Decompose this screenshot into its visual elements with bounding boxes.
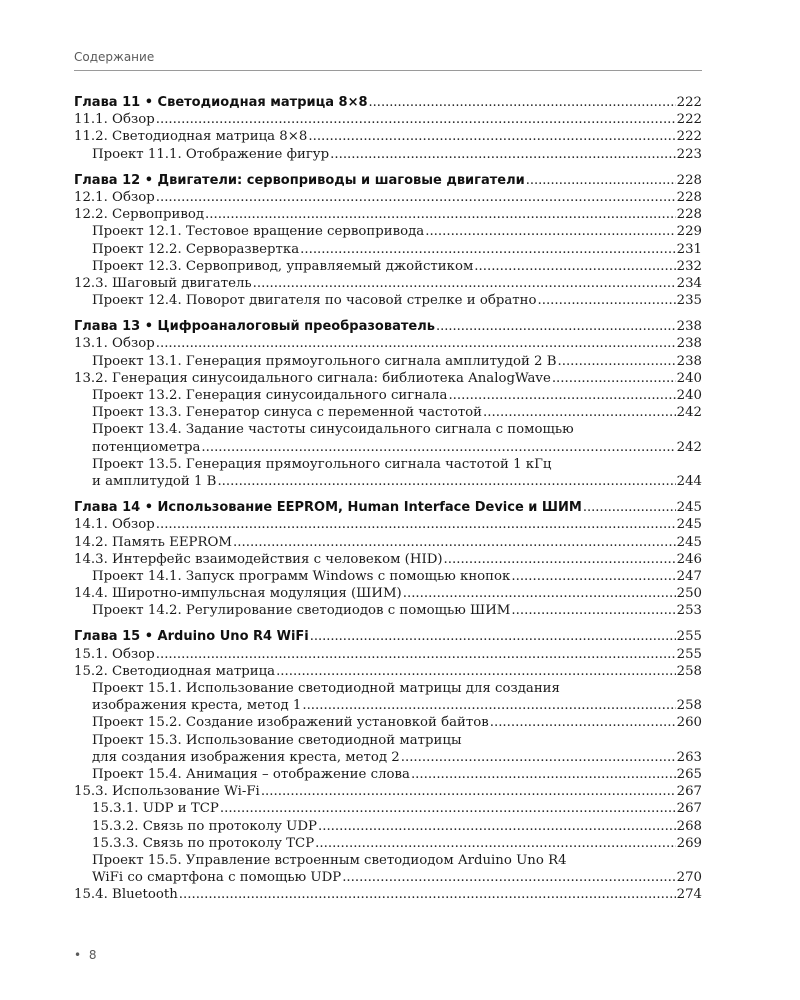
toc-entry-title: изображения креста, метод 1 xyxy=(92,698,302,714)
toc-page-number: 234 xyxy=(676,275,702,291)
dot-leader xyxy=(411,766,676,783)
toc-entry-title: Проект 15.1. Использование светодиодной матрицы для создания xyxy=(92,681,560,696)
toc-chapter-entry[interactable] xyxy=(74,94,702,111)
toc-page-number: 245 xyxy=(676,534,702,550)
toc-entry-title: Проект 13.3. Генератор синуса с переменной частотой xyxy=(92,405,483,421)
toc-entry[interactable] xyxy=(74,439,702,456)
dot-leader xyxy=(300,241,675,258)
toc-page-number: 229 xyxy=(676,224,702,240)
toc-entry-title: потенциометра xyxy=(92,439,201,455)
toc-page-number: 235 xyxy=(676,293,702,309)
dot-leader xyxy=(217,473,675,490)
toc-page-number: 270 xyxy=(676,870,702,886)
dot-leader xyxy=(401,749,676,766)
toc-page-number: 245 xyxy=(676,517,702,533)
dot-leader xyxy=(156,111,676,128)
toc-entry[interactable] xyxy=(74,370,702,387)
toc-entry-title: Проект 12.4. Поворот двигателя по часовой стрелке и обратно xyxy=(92,293,537,309)
toc-entry-title: 15.3. Использование Wi-Fi xyxy=(74,784,260,800)
toc-entry-title: Проект 15.5. Управление встроенным светодиодом Arduino Uno R4 xyxy=(92,852,567,868)
toc-entry-title: WiFi со смартфона с помощью UDP xyxy=(92,870,342,886)
toc-entry-title: 13.2. Генерация синусоидального сигнала: библиотека AnalogWave xyxy=(74,370,551,386)
toc-page-number: 269 xyxy=(676,835,702,851)
toc-entry[interactable] xyxy=(74,663,702,680)
toc-chapter-entry[interactable] xyxy=(74,172,702,189)
toc-entry[interactable] xyxy=(74,783,702,800)
toc-page-number: 238 xyxy=(676,353,702,369)
toc-page-number: 238 xyxy=(676,336,702,352)
toc-entry[interactable] xyxy=(74,258,702,275)
dot-leader xyxy=(436,318,676,335)
toc-entry[interactable] xyxy=(74,473,702,490)
toc-page-number: 260 xyxy=(676,715,702,731)
dot-leader xyxy=(156,516,676,533)
running-header: Содержание xyxy=(74,50,155,64)
dot-leader xyxy=(253,275,676,292)
toc-entry-title: Проект 12.3. Сервопривод, управляемый джойстиком xyxy=(92,258,474,274)
dot-leader xyxy=(490,714,676,731)
toc-entry-title: Проект 13.4. Задание частоты синусоидального сигнала с помощью xyxy=(92,422,574,438)
toc-entry-title: Проект 14.2. Регулирование светодиодов с помощью ШИМ xyxy=(92,603,511,619)
toc-entry-title: 14.1. Обзор xyxy=(74,517,155,533)
toc-page-number: 245 xyxy=(676,500,702,516)
dot-leader xyxy=(156,189,676,206)
toc-page-number: 242 xyxy=(676,439,702,455)
toc-entry-title: Проект 15.2. Создание изображений установкой байтов xyxy=(92,715,489,731)
toc-entry-title: 15.4. Bluetooth xyxy=(74,887,178,903)
toc-entry-lead-line xyxy=(74,732,702,749)
toc-entry-title: 15.3.3. Связь по протоколу TCP xyxy=(92,835,315,851)
dot-leader xyxy=(233,534,676,551)
toc-page-number: 222 xyxy=(676,129,702,145)
toc-entry[interactable] xyxy=(74,585,702,602)
dot-leader xyxy=(318,818,676,835)
toc-entry[interactable] xyxy=(74,404,702,421)
toc-chapter-title: Глава 15 • Arduino Uno R4 WiFi xyxy=(74,629,309,645)
toc-entry[interactable] xyxy=(74,223,702,240)
toc-entry-title: 14.3. Интерфейс взаимодействия с человеком (HID) xyxy=(74,551,443,567)
toc-chapter-block xyxy=(74,172,702,310)
dot-leader xyxy=(308,128,675,145)
toc-entry[interactable] xyxy=(74,516,702,533)
toc-entry[interactable] xyxy=(74,335,702,352)
toc-entry-title: 11.1. Обзор xyxy=(74,112,155,128)
toc-chapter-title: Глава 13 • Цифроаналоговый преобразователь xyxy=(74,319,435,335)
toc-chapter-block xyxy=(74,628,702,903)
dot-leader xyxy=(511,602,675,619)
toc-entry-title: 15.1. Обзор xyxy=(74,646,155,662)
dot-leader xyxy=(310,628,676,645)
toc-page-number: 265 xyxy=(676,766,702,782)
toc-entry[interactable] xyxy=(74,749,702,766)
toc-entry-title: Проект 13.5. Генерация прямоугольного сигнала частотой 1 кГц xyxy=(92,456,552,472)
toc-entry[interactable] xyxy=(74,241,702,258)
toc-page-number: 228 xyxy=(676,207,702,223)
toc-page-number: 268 xyxy=(676,818,702,834)
toc-entry-title: Проект 14.1. Запуск программ Windows с помощью кнопок xyxy=(92,568,511,584)
toc-entry[interactable] xyxy=(74,387,702,404)
dot-leader xyxy=(201,439,675,456)
toc-entry-title: и амплитудой 1 В xyxy=(92,473,217,489)
toc-entry[interactable] xyxy=(74,292,702,309)
toc-entry-title: 14.4. Широтно-импульсная модуляция (ШИМ) xyxy=(74,586,402,602)
toc-entry[interactable] xyxy=(74,766,702,783)
toc-entry-lead-line xyxy=(74,421,702,438)
dot-leader xyxy=(330,146,675,163)
toc-entry-title: для создания изображения креста, метод 2 xyxy=(92,749,400,765)
toc-page-number: 232 xyxy=(676,258,702,274)
toc-chapter-entry[interactable] xyxy=(74,628,702,645)
toc-page-number: 263 xyxy=(676,749,702,765)
toc-entry-title: 15.3.1. UDP и TCP xyxy=(92,801,219,817)
dot-leader xyxy=(156,335,676,352)
toc-page-number: 231 xyxy=(676,241,702,257)
dot-leader xyxy=(425,223,675,240)
toc-entry-lead-line xyxy=(74,852,702,869)
toc-entry[interactable] xyxy=(74,206,702,223)
toc-entry-title: Проект 15.4. Анимация – отображение слова xyxy=(92,766,410,782)
toc-entry[interactable] xyxy=(74,534,702,551)
toc-entry-title: 12.1. Обзор xyxy=(74,189,155,205)
toc-page-number: 223 xyxy=(676,146,702,162)
toc-entry-title: 14.2. Память EEPROM xyxy=(74,534,233,550)
toc-entry-title: 12.2. Сервопривод xyxy=(74,207,205,223)
toc-entry[interactable] xyxy=(74,146,702,163)
toc-page-number: 267 xyxy=(676,784,702,800)
toc-entry[interactable] xyxy=(74,800,702,817)
dot-leader xyxy=(302,697,675,714)
dot-leader xyxy=(261,783,676,800)
toc-page-number: 247 xyxy=(676,568,702,584)
dot-leader xyxy=(179,886,676,903)
toc-page-number: 255 xyxy=(676,646,702,662)
toc-entry-title: Проект 13.2. Генерация синусоидального сигнала xyxy=(92,388,448,403)
toc-entry-title: 12.3. Шаговый двигатель xyxy=(74,275,252,291)
toc-entry[interactable] xyxy=(74,818,702,835)
toc-page-number: 258 xyxy=(676,698,702,714)
toc-page-number: 246 xyxy=(676,551,702,567)
dot-leader xyxy=(315,835,675,852)
toc-entry-title: Проект 12.1. Тестовое вращение сервопривода xyxy=(92,224,425,240)
toc-entry[interactable] xyxy=(74,602,702,619)
toc-chapter-title: Глава 12 • Двигатели: сервоприводы и шаговые двигатели xyxy=(74,172,525,188)
toc-entry[interactable] xyxy=(74,697,702,714)
toc-entry[interactable] xyxy=(74,189,702,206)
toc-entry[interactable] xyxy=(74,111,702,128)
toc-page-number: 255 xyxy=(676,629,702,645)
dot-leader xyxy=(558,353,676,370)
toc-entry-title: 13.1. Обзор xyxy=(74,336,155,352)
toc-chapter-entry[interactable] xyxy=(74,318,702,335)
toc-page-number: 274 xyxy=(676,887,702,903)
toc-entry[interactable] xyxy=(74,568,702,585)
toc-entry[interactable] xyxy=(74,353,702,370)
toc-page-number: 222 xyxy=(676,95,702,110)
dot-leader xyxy=(483,404,676,421)
toc-page-number: 250 xyxy=(676,586,702,602)
toc-page-number: 253 xyxy=(676,603,702,619)
dot-leader xyxy=(444,551,676,568)
dot-leader xyxy=(538,292,676,309)
dot-leader xyxy=(369,94,676,111)
toc-page-number: 267 xyxy=(676,801,702,817)
dot-leader xyxy=(403,585,676,602)
toc-entry-title: 15.3.2. Связь по протоколу UDP xyxy=(92,818,317,834)
toc-entry-lead-line xyxy=(74,680,702,697)
dot-leader xyxy=(511,568,675,585)
dot-leader xyxy=(276,663,676,680)
dot-leader xyxy=(552,370,676,387)
toc-page-number: 244 xyxy=(676,473,702,489)
dot-leader xyxy=(474,258,675,275)
toc-page-number: 240 xyxy=(676,370,702,386)
toc-entry[interactable] xyxy=(74,714,702,731)
toc-entry-title: Проект 13.1. Генерация прямоугольного сигнала амплитудой 2 В xyxy=(92,353,557,369)
dot-leader xyxy=(342,869,675,886)
dot-leader xyxy=(583,499,676,516)
dot-leader xyxy=(526,172,676,189)
toc-entry[interactable] xyxy=(74,886,702,903)
toc-page-number: 222 xyxy=(676,112,702,128)
toc-entry-title: Проект 15.3. Использование светодиодной матрицы xyxy=(92,732,462,748)
toc-entry[interactable] xyxy=(74,835,702,852)
header-divider xyxy=(74,70,702,71)
dot-leader xyxy=(220,800,676,817)
table-of-contents xyxy=(74,94,702,912)
toc-entry[interactable] xyxy=(74,275,702,292)
toc-entry-title: Проект 11.1. Отображение фигур xyxy=(92,146,330,162)
toc-page-number: 258 xyxy=(676,663,702,679)
toc-chapter-block xyxy=(74,318,702,490)
toc-entry[interactable] xyxy=(74,128,702,145)
page-number: 8 xyxy=(88,948,97,962)
toc-chapter-entry[interactable] xyxy=(74,499,702,516)
dot-leader xyxy=(156,646,676,663)
toc-page-number: 240 xyxy=(676,388,702,403)
toc-chapter-block xyxy=(74,499,702,619)
toc-chapter-title: Глава 14 • Использование EEPROM, Human Interface Device и ШИМ xyxy=(74,500,582,516)
toc-entry[interactable] xyxy=(74,869,702,886)
toc-entry-title: 11.2. Светодиодная матрица 8×8 xyxy=(74,129,308,145)
footer-bullet: • xyxy=(74,948,82,962)
toc-entry-title: 15.2. Светодиодная матрица xyxy=(74,663,276,679)
toc-chapter-block xyxy=(74,94,702,163)
toc-entry[interactable] xyxy=(74,551,702,568)
toc-page-number: 228 xyxy=(676,189,702,205)
page-footer xyxy=(74,948,97,962)
toc-entry-lead-line xyxy=(74,456,702,473)
dot-leader xyxy=(205,206,676,223)
toc-page-number: 242 xyxy=(676,405,702,421)
dot-leader xyxy=(448,387,675,404)
toc-page-number: 228 xyxy=(676,172,702,188)
toc-entry[interactable] xyxy=(74,646,702,663)
toc-chapter-title: Глава 11 • Светодиодная матрица 8×8 xyxy=(74,95,368,110)
toc-page-number: 238 xyxy=(676,319,702,335)
toc-entry-title: Проект 12.2. Серворазвертка xyxy=(92,241,300,257)
